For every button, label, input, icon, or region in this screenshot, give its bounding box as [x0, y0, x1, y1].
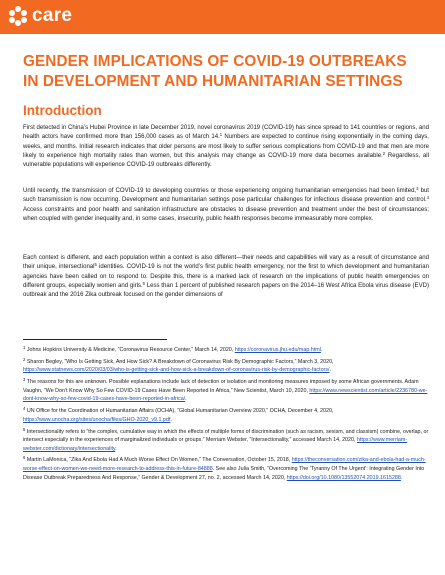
footnote-number: 3 [23, 376, 26, 382]
footnote-6 [23, 456, 429, 482]
footnote-ref[interactable]: 6 [142, 280, 145, 286]
paragraph-text: Until recently, the transmission of COVID-19 to developing countries or those experiencing ongoing humanitarian emergencies had been limited, [23, 188, 417, 194]
footnote-text: . [115, 445, 117, 452]
footnote-text: UN Office for the Coordination of Humanitarian Affairs (OCHA), “Global Humanitarian Overview 2020,” OCHA, December 4, 2020, [25, 408, 334, 415]
paragraph-text: Less than 1 percent of published research papers on the 2014–16 West Africa Ebola virus disease (EVD) outbreak and the 2016 Zika outbreak focused on the gender dimensions of [23, 282, 429, 298]
footnote-ref[interactable]: 2 [382, 150, 386, 156]
footnote-ref[interactable]: 5 [94, 262, 97, 268]
footnote-number: 2 [23, 356, 26, 362]
care-circle-logo-icon [8, 6, 28, 26]
footnotes [23, 346, 429, 485]
paragraph-text: Each context is different, and each population within a context is also different—their needs and capabilities will vary as a result of circumstance and their unique, intersectional [23, 255, 429, 271]
footnote-4 [23, 407, 429, 424]
footnote-text: . See also Julia Smith, “Overcoming The ‘Tyranny Of The Urgent’: Integrating Gender Into Disease Outbreak Preparedness And Response,” Gender & Development 27, no. 2, accessed March 14, 2020, [23, 466, 425, 481]
footnote-number: 4 [23, 405, 26, 411]
footnote-2 [23, 358, 429, 375]
footnote-ref[interactable]: 4 [426, 195, 429, 201]
paragraph-text: Regardless, all vulnerable populations will experience COVID-19 outbreaks differently. [23, 152, 429, 168]
footnote-link[interactable]: https://www.merriam-webster.com/dictionary/intersectionality [23, 437, 408, 452]
paragraph-text: First detected in China’s Hubei Province in late December 2019, novel coronavirus 2019 (COVID-19) has since spread to 141 countries or regions, and health actors have confirmed more than 156,000 cases as of March 14. [23, 125, 429, 141]
footnote-number: 6 [23, 455, 26, 461]
paragraph-3 [23, 254, 429, 300]
paragraph-text: identities. COVID-19 is not the world’s first public health emergency, nor the first to which development and humanitarian agencies have been called on to respond to. Despite this, there is a marked lack of research on the implications of public health emergencies on different groups, especially women and girls. [23, 264, 429, 289]
footnote-ref[interactable]: 1 [219, 132, 223, 138]
paragraph-text: Numbers are expected to continue rising exponentially in the coming days, weeks, and months. Initial research indicates that older persons are most likely to suffer serious complications from COVID-19 and that men are more likely to experience high mortality rates than women, but this analysis may change as COVID-19 more data becomes available. [23, 134, 429, 159]
footnote-text: . [320, 347, 323, 353]
footnote-link[interactable]: https://www.unocha.org/sites/unocha/files/GHO-2020_v9.1.pdf [23, 416, 171, 423]
document-title: GENDER IMPLICATIONS OF COVID-19 OUTBREAKS IN DEVELOPMENT AND HUMANITARIAN SETTINGS [23, 53, 407, 90]
care-logo[interactable] [8, 6, 72, 26]
footnote-text: The reasons for this are unknown. Possible explanations include lack of detection or isolation and monitoring measures imposed by some African governments. Adam Vaughn, “We Don’t Know Why So Few COVID-19 Cases Have Been Reported In Africa,” New Scientist, March 10, 2020, [23, 379, 419, 394]
footnote-text: Martin LaMonica, “Zika And Ebola Had A Much Worse Effect On Women,” The Conversation, October 15, 2018, [25, 457, 292, 464]
footnote-text: . [400, 474, 403, 481]
paragraph-text: Access constraints and poor health and sanitation infrastructure are obstacles to disease prevention and treatment under the best of circumstances; when coupled with gender inequality and, in some cases, insecurity, public health responses become immeasurably more complex. [23, 206, 429, 222]
footnote-link[interactable]: https://theconversation.com/zika-and-ebola-had-a-much-worse-effect-on-women-we-need-more-research-to-address-this-in-future-84888 [23, 457, 426, 473]
logo-wordmark: care [32, 5, 73, 26]
footnote-link[interactable]: https://www.statnews.com/2020/03/03/who-is-getting-sick-and-how-sick-a-breakdown-of-coronavirus-risk-by-demographic-factors/ [23, 367, 330, 374]
footnote-text: . [185, 396, 187, 403]
footnote-link[interactable]: https://doi.org/10.1080/13552074.2019.1615288 [286, 474, 401, 481]
footnote-link[interactable]: https://www.newscientist.com/article/2236780-we-dont-know-why-so-few-covid-19-cases-have-been-reported-in-africa/ [23, 387, 428, 403]
footnote-3 [23, 378, 429, 404]
footnote-ref[interactable]: 3 [416, 185, 419, 191]
paragraph-1 [23, 124, 429, 170]
footnote-text: Sharon Begley, “Who Is Getting Sick, And How Sick? A Breakdown of Coronavirus Risk By Demographic Factors,” March 3, 2020, [25, 358, 334, 365]
paragraph-text: but such transmission is now occurring. Development and humanitarian settings pose particular challenges for infectious disease prevention and control. [23, 188, 429, 204]
footnote-text: Intersectionality refers to “the complex, cumulative way in which the effects of multiple forms of discrimination (such as racism, sexism, and classism) combine, overlap, or intersect especially in the experiences of marginalized individuals or groups.” Merriam Webster, “Intersectionality,” accessed March 14, 2020, [23, 428, 429, 444]
footnote-text: . [329, 367, 331, 374]
paragraph-2 [23, 187, 429, 224]
footnote-divider [23, 339, 167, 340]
footnote-link[interactable]: https://coronavirus.jhu.edu/map.html [234, 347, 321, 353]
footnote-1 [23, 346, 429, 355]
section-heading-introduction: Introduction [23, 103, 102, 118]
footnote-text: Johns Hopkins University & Medicine, “Coronavirus Resource Center,” March 14, 2020, [25, 347, 235, 353]
footnote-number: 1 [23, 344, 26, 350]
footnote-number: 5 [23, 426, 26, 432]
footnote-5 [23, 428, 429, 454]
header-bar [0, 0, 445, 34]
footnote-text: . [170, 416, 172, 423]
